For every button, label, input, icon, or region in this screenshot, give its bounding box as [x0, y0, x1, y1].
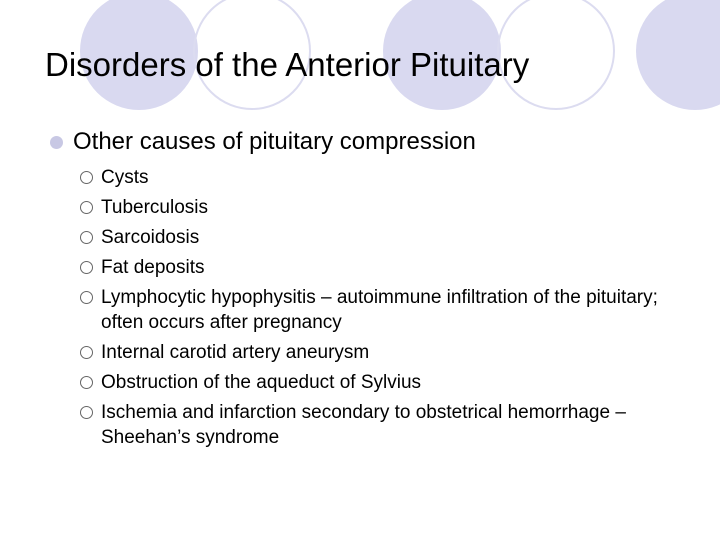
- sub-bullet-item: [80, 285, 670, 335]
- hollow-bullet-icon: [80, 291, 93, 304]
- sub-bullet-item: [80, 340, 670, 365]
- slide-title: Disorders of the Anterior Pituitary: [45, 46, 530, 83]
- hollow-bullet-icon: [80, 261, 93, 274]
- hollow-bullet-icon: [80, 171, 93, 184]
- main-bullet: [50, 128, 476, 156]
- sub-bullet-item: [80, 225, 670, 250]
- hollow-bullet-icon: [80, 376, 93, 389]
- sub-bullet-item: [80, 400, 670, 450]
- sub-bullet-item: [80, 370, 670, 395]
- sub-bullet-item: [80, 165, 670, 190]
- sub-bullet-item: [80, 195, 670, 220]
- sub-bullet-text: Ischemia and infarction secondary to obstetrical hemorrhage – Sheehan’s syndrome: [101, 402, 626, 448]
- filled-bullet-icon: [50, 136, 63, 149]
- sub-bullet-text: Cysts: [101, 167, 149, 188]
- main-bullet-text: Other causes of pituitary compression: [73, 128, 476, 155]
- sub-bullet-text: Fat deposits: [101, 257, 205, 278]
- sub-bullet-text: Lymphocytic hypophysitis – autoimmune infiltration of the pituitary; often occurs after pregnancy: [101, 287, 658, 333]
- sub-bullet-text: Obstruction of the aqueduct of Sylvius: [101, 372, 422, 393]
- decor-circle-5: [636, 0, 720, 110]
- hollow-bullet-icon: [80, 406, 93, 419]
- sub-bullet-text: Internal carotid artery aneurysm: [101, 342, 370, 363]
- sub-bullet-text: Sarcoidosis: [101, 227, 200, 248]
- hollow-bullet-icon: [80, 231, 93, 244]
- sub-bullet-text: Tuberculosis: [101, 197, 209, 218]
- hollow-bullet-icon: [80, 201, 93, 214]
- sub-bullet-list: [80, 165, 670, 455]
- sub-bullet-item: [80, 255, 670, 280]
- hollow-bullet-icon: [80, 346, 93, 359]
